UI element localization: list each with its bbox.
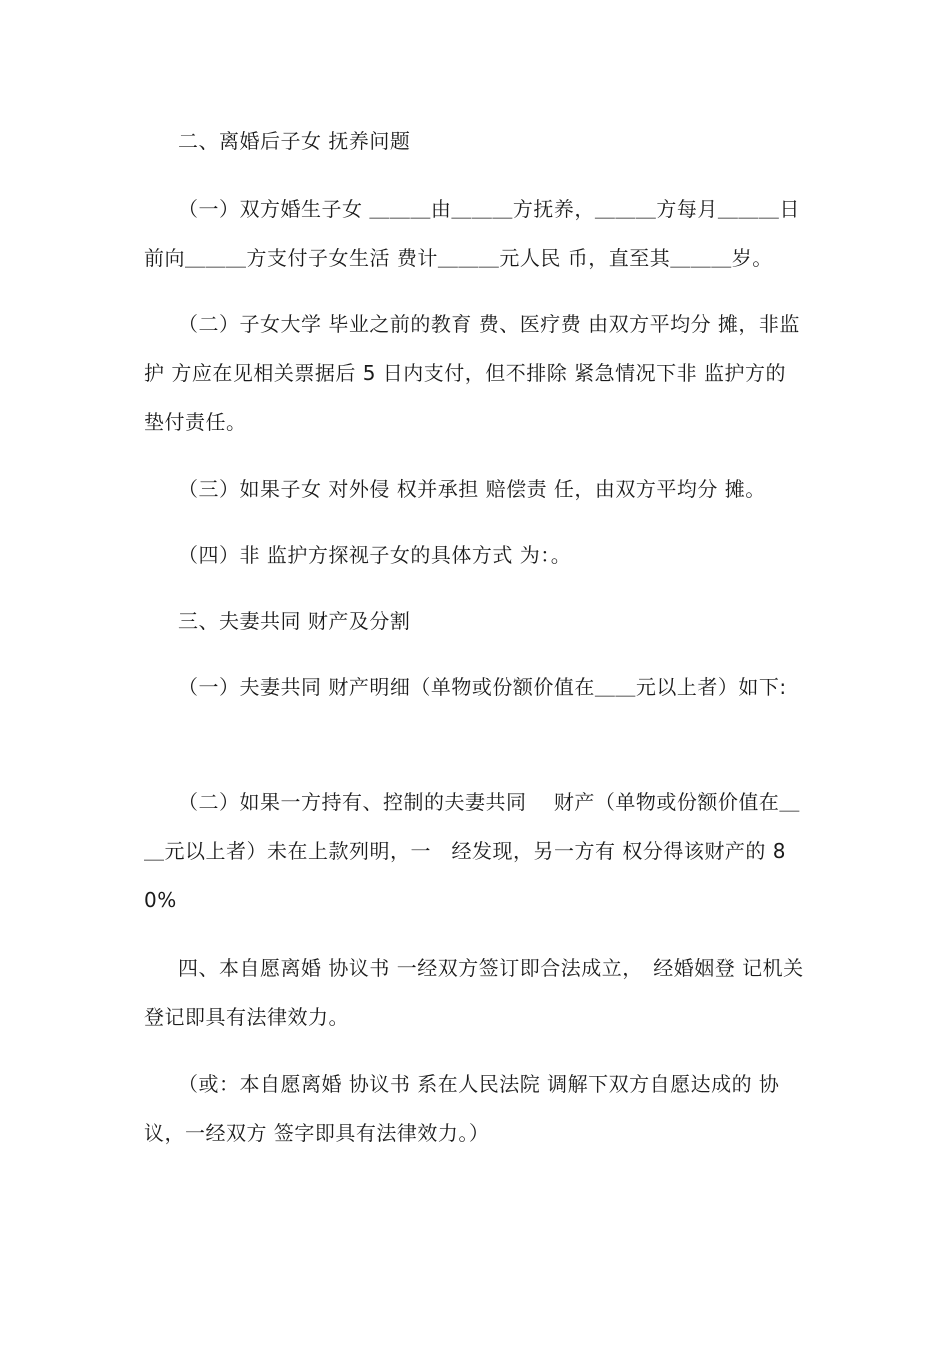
section-3-item-2: （二）如果一方持有、控制的夫妻共同 财产（单物或份额价值在＿＿元以上者）未在上款列明，一 经发现，另一方有 权分得该财产的 80% bbox=[144, 790, 800, 912]
section-2-item-2: （二）子女大学 毕业之前的教育 费、医疗费 由双方平均分 摊，非监护 方应在见相关票据后 5 日内支付，但不排除 紧急情况下非 监护方的垫付责任。 bbox=[144, 312, 800, 434]
section-2-heading: 二、离婚后子女 抚养问题 bbox=[178, 129, 411, 153]
section-4-paragraph: 四、本自愿离婚 协议书 一经双方签订即合法成立， 经婚姻登 记机关登记即具有法律效力。 bbox=[144, 956, 804, 1029]
section-2-item-1: （一）双方婚生子女 ＿＿＿由＿＿＿方抚养，＿＿＿方每月＿＿＿日前向＿＿＿方支付子女生活 费计＿＿＿元人民 币，直至其＿＿＿岁。 bbox=[144, 197, 800, 270]
section-3-item-1: （一）夫妻共同 财产明细（单物或份额价值在＿＿元以上者）如下: bbox=[178, 675, 787, 699]
section-2-item-4: （四）非 监护方探视子女的具体方式 为：。 bbox=[178, 543, 572, 567]
section-2-item-3: （三）如果子女 对外侵 权并承担 赔偿责 任，由双方平均分 摊。 bbox=[178, 477, 766, 501]
section-3-heading: 三、夫妻共同 财产及分割 bbox=[178, 609, 411, 633]
section-4-note: （或：本自愿离婚 协议书 系在人民法院 调解下双方自愿达成的 协议，一经双方 签字即具有法律效力。） bbox=[144, 1072, 780, 1145]
